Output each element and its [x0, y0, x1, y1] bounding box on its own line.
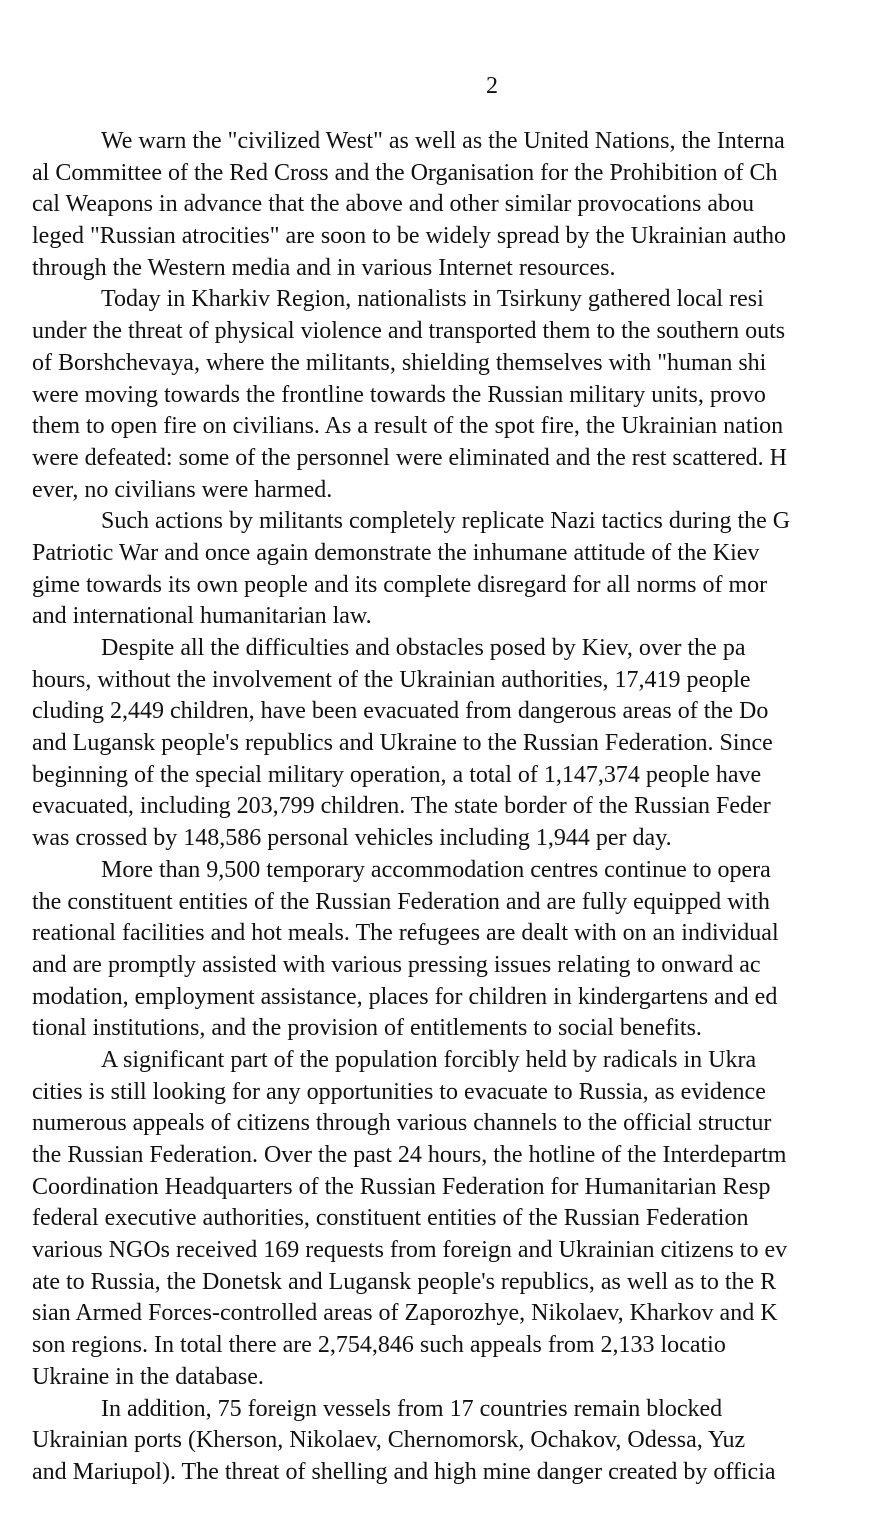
- text-line: and are promptly assisted with various pressing issues relating to onward ac: [32, 951, 761, 978]
- text-line: beginning of the special military operation, a total of 1,147,374 people have: [32, 761, 762, 788]
- text-line: numerous appeals of citizens through various channels to the official structur: [32, 1110, 772, 1137]
- text-line: reational facilities and hot meals. The refugees are dealt with on an individual: [32, 920, 779, 947]
- text-line: and international humanitarian law.: [32, 603, 372, 630]
- text-line: them to open fire on civilians. As a result of the spot fire, the Ukrainian nation: [32, 413, 784, 440]
- text-line: cluding 2,449 children, have been evacuated from dangerous areas of the Do: [32, 698, 769, 725]
- text-line: ate to Russia, the Donetsk and Lugansk people's republics, as well as to the R: [32, 1268, 777, 1295]
- text-line: sian Armed Forces-controlled areas of Zaporozhye, Nikolaev, Kharkov and K: [32, 1300, 778, 1327]
- text-line: the Russian Federation. Over the past 24 hours, the hotline of the Interdepartm: [32, 1142, 787, 1168]
- paragraph-first-line: A significant part of the population forcibly held by radicals in Ukra: [101, 1046, 757, 1073]
- paragraph-first-line: We warn the "civilized West" as well as the United Nations, the Interna: [101, 128, 785, 154]
- page-number: 2: [486, 73, 498, 99]
- text-line: were defeated: some of the personnel were eliminated and the rest scattered. H: [32, 444, 788, 471]
- text-line: were moving towards the frontline towards the Russian military units, provo: [32, 381, 766, 408]
- text-line: and Mariupol). The threat of shelling and high mine danger created by officia: [32, 1458, 776, 1485]
- text-line: ever, no civilians were harmed.: [32, 476, 333, 503]
- paragraph-first-line: In addition, 75 foreign vessels from 17 countries remain blocked: [101, 1395, 723, 1422]
- paragraph-first-line: Such actions by militants completely replicate Nazi tactics during the G: [101, 508, 791, 535]
- text-line: cal Weapons in advance that the above and other similar provocations abou: [32, 191, 755, 218]
- text-line: Ukraine in the database.: [32, 1363, 264, 1390]
- text-line: gime towards its own people and its complete disregard for all norms of mor: [32, 571, 768, 598]
- text-line: the constituent entities of the Russian Federation and are fully equipped with: [32, 888, 770, 915]
- text-line: tional institutions, and the provision of entitlements to social benefits.: [32, 1015, 702, 1042]
- text-line: federal executive authorities, constituent entities of the Russian Federation: [32, 1205, 749, 1232]
- text-line: of Borshchevaya, where the militants, shielding themselves with "human shi: [32, 349, 767, 376]
- paragraph-first-line: Despite all the difficulties and obstacles posed by Kiev, over the pa: [101, 635, 746, 661]
- text-line: Patriotic War and once again demonstrate the inhumane attitude of the Kiev: [32, 539, 760, 566]
- text-line: modation, employment assistance, places for children in kindergartens and ed: [32, 983, 778, 1010]
- text-line: evacuated, including 203,799 children. The state border of the Russian Feder: [32, 793, 771, 820]
- text-line: Coordination Headquarters of the Russian Federation for Humanitarian Resp: [32, 1173, 771, 1200]
- text-line: through the Western media and in various Internet resources.: [32, 254, 616, 281]
- text-line: cities is still looking for any opportunities to evacuate to Russia, as evidence: [32, 1078, 766, 1105]
- paragraph-first-line: More than 9,500 temporary accommodation centres continue to opera: [101, 856, 771, 883]
- text-line: under the threat of physical violence and transported them to the southern outs: [32, 318, 786, 345]
- text-line: various NGOs received 169 requests from foreign and Ukrainian citizens to ev: [32, 1237, 788, 1264]
- paragraph-first-line: Today in Kharkiv Region, nationalists in Tsirkuny gathered local resi: [101, 286, 764, 313]
- text-line: Ukrainian ports (Kherson, Nikolaev, Chernomorsk, Ochakov, Odessa, Yuz: [32, 1427, 746, 1454]
- body-text: [32, 126, 790, 1489]
- text-line: leged "Russian atrocities" are soon to be widely spread by the Ukrainian autho: [32, 223, 787, 250]
- text-line: and Lugansk people's republics and Ukraine to the Russian Federation. Since: [32, 730, 773, 757]
- text-line: hours, without the involvement of the Ukrainian authorities, 17,419 people: [32, 666, 751, 693]
- text-line: was crossed by 148,586 personal vehicles including 1,944 per day.: [32, 825, 672, 852]
- text-line: son regions. In total there are 2,754,846 such appeals from 2,133 locatio: [32, 1332, 726, 1359]
- text-line: al Committee of the Red Cross and the Organisation for the Prohibition of Ch: [32, 159, 778, 186]
